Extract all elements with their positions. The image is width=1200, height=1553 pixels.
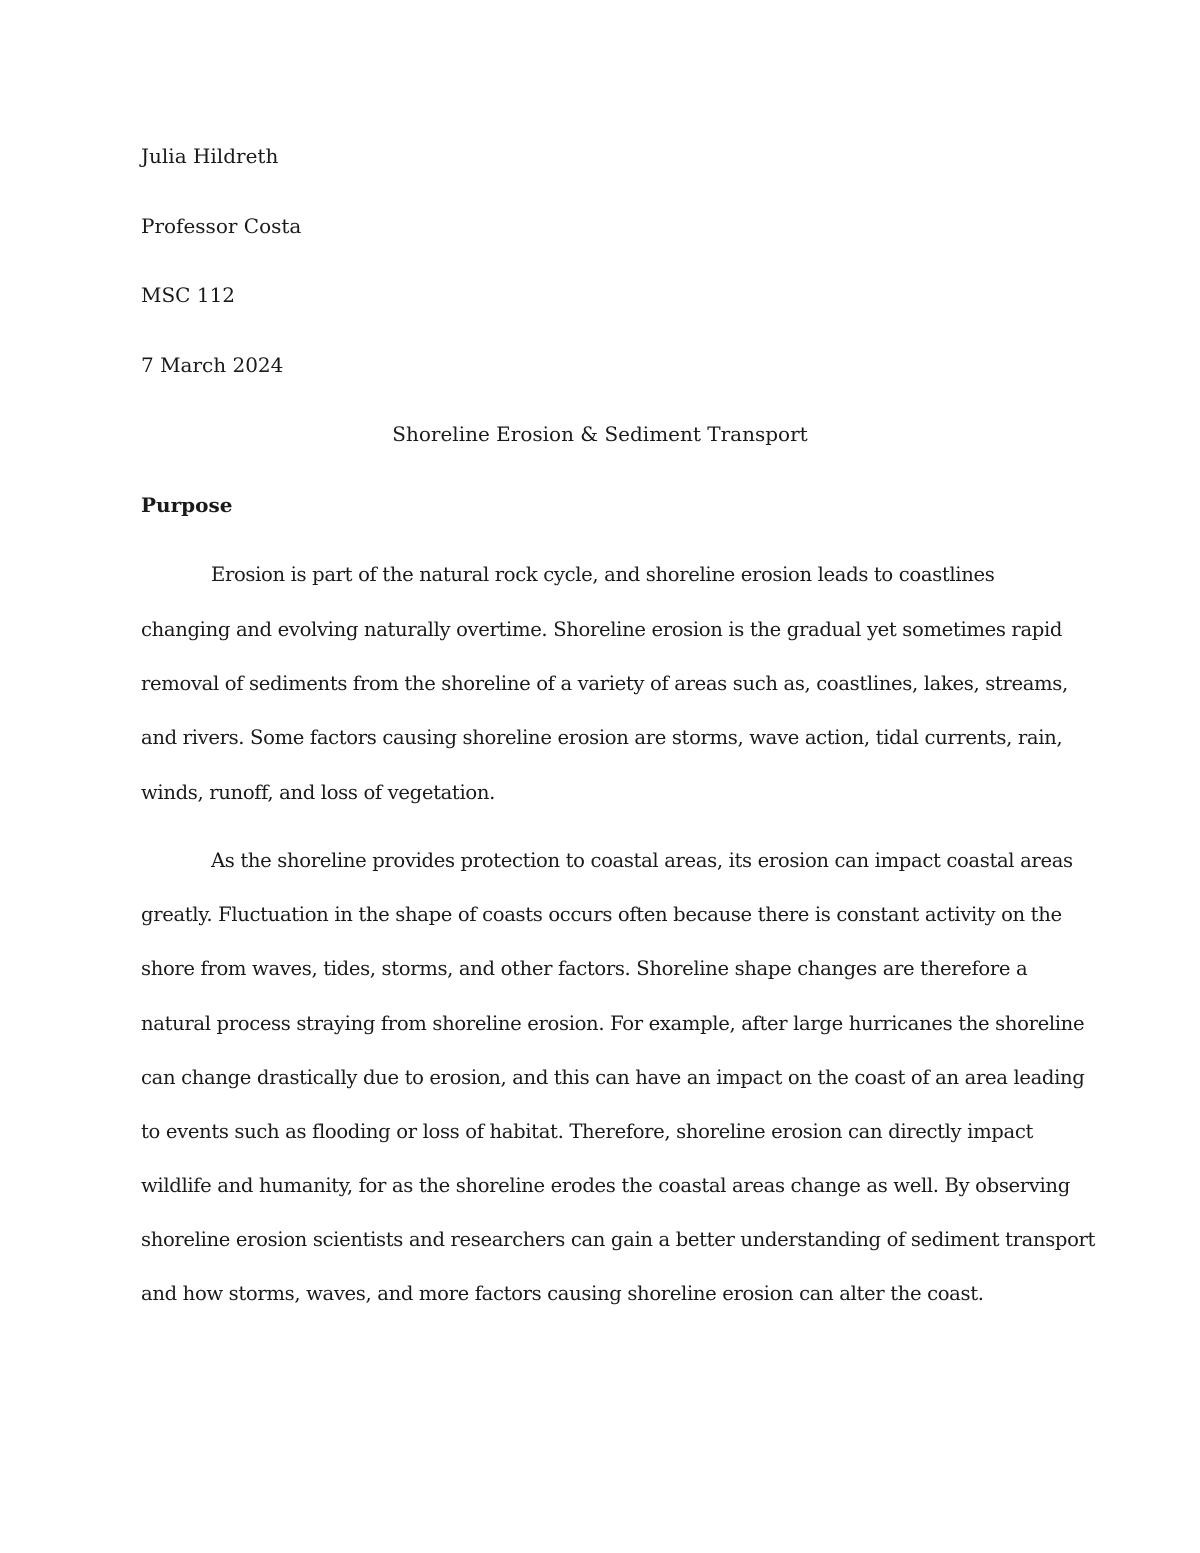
paragraph-line: shoreline erosion scientists and researchers can gain a better understanding of sediment transport (141, 1228, 1096, 1251)
paragraph-line: to events such as flooding or loss of habitat. Therefore, shoreline erosion can directly impact (141, 1120, 1033, 1143)
paragraph-line: and how storms, waves, and more factors causing shoreline erosion can alter the coast. (141, 1282, 984, 1305)
instructor-name: Professor Costa (141, 214, 302, 238)
paragraph-line: removal of sediments from the shoreline of a variety of areas such as, coastlines, lakes, streams, (141, 672, 1068, 695)
paragraph-line: and rivers. Some factors causing shoreline erosion are storms, wave action, tidal currents, rain, (141, 726, 1063, 749)
paragraph-line: wildlife and humanity, for as the shoreline erodes the coastal areas change as well. By observing (141, 1174, 1070, 1197)
paragraph-line: winds, runoff, and loss of vegetation. (141, 781, 495, 804)
paragraph-line: Erosion is part of the natural rock cycle, and shoreline erosion leads to coastlines (211, 563, 995, 586)
paragraph-line: greatly. Fluctuation in the shape of coasts occurs often because there is constant activity on the (141, 903, 1062, 926)
paragraph-line: can change drastically due to erosion, and this can have an impact on the coast of an area leading (141, 1066, 1085, 1089)
author-name: Julia Hildreth (141, 144, 279, 168)
paragraph-line: shore from waves, tides, storms, and other factors. Shoreline shape changes are therefore a (141, 957, 1028, 980)
paragraph-line: natural process straying from shoreline erosion. For example, after large hurricanes the shoreline (141, 1012, 1085, 1035)
paragraph-line: As the shoreline provides protection to coastal areas, its erosion can impact coastal areas (211, 849, 1073, 872)
document-title: Shoreline Erosion & Sediment Transport (392, 422, 808, 446)
paragraph-line: changing and evolving naturally overtime. Shoreline erosion is the gradual yet sometimes rapid (141, 618, 1063, 641)
document-date: 7 March 2024 (141, 353, 284, 377)
course-code: MSC 112 (141, 283, 236, 307)
section-heading-purpose: Purpose (141, 493, 233, 517)
